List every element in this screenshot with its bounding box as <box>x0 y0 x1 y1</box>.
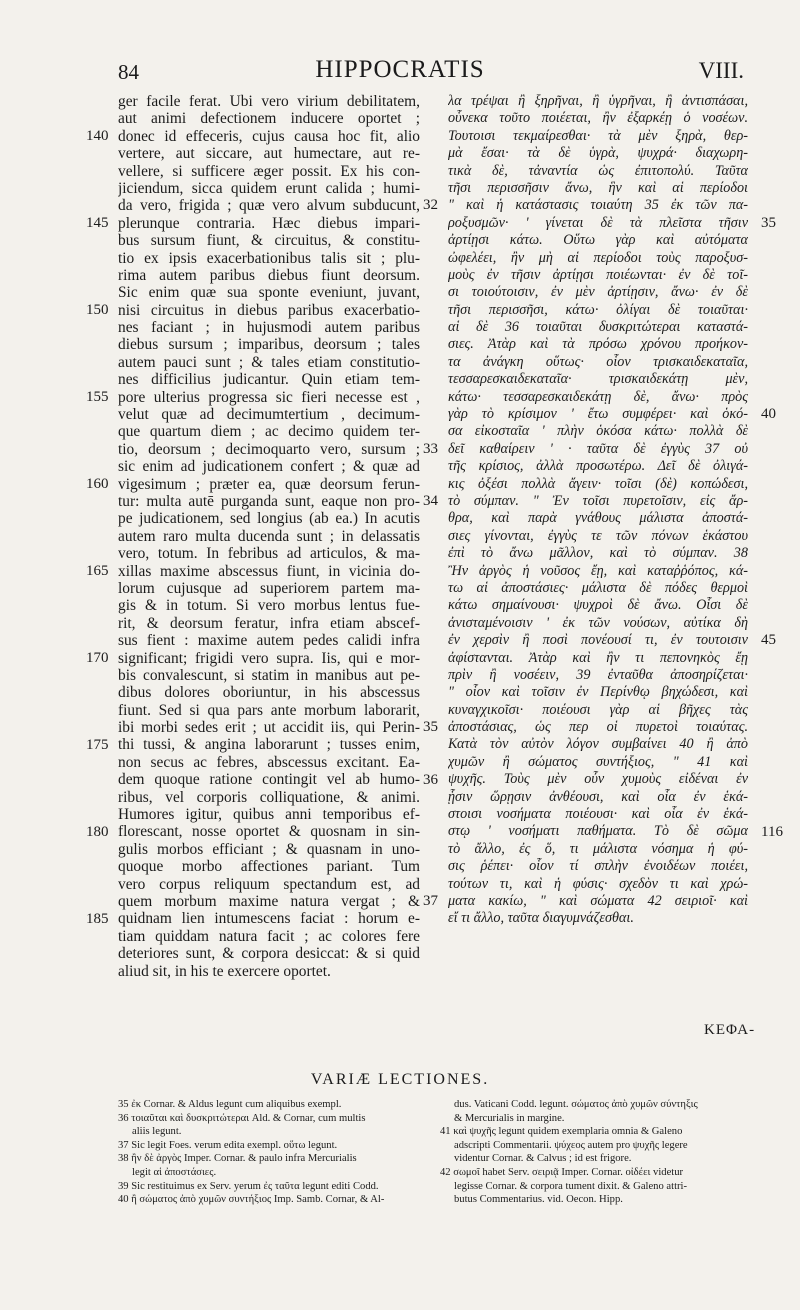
latin-text-line: quidnam lien intumescens faciat : horum e- <box>118 910 420 928</box>
latin-text-line: pore ulterius progressa sic fieri necesse est , <box>118 388 420 406</box>
line-number: 165 <box>86 562 109 579</box>
greek-line-number: 35 <box>761 214 776 231</box>
line-number: 175 <box>86 736 109 753</box>
variant-reading-line: 35 ἐκ Cornar. & Aldus legunt cum aliquibus exempl. <box>118 1099 342 1110</box>
greek-line-number: 35 <box>423 719 438 736</box>
latin-text-line: vellere, si sufficere æger possit. Ex his con- <box>118 162 420 180</box>
latin-text-line: nes difficilius judicantur. Quin etiam tem- <box>118 371 420 389</box>
latin-text-line: pe judicationem, sed longius (ab ea.) In acutis <box>118 510 420 528</box>
greek-text-line: τὸ σύμπαν. " Ἐν τοῖσι πυρετοῖσιν, εἰς ἄρ- <box>448 492 748 509</box>
greek-text-line: λα τρέψαι ἢ ξηρῆναι, ἢ ὑγρῆναι, ἢ ἀντισπάσαι, <box>448 93 748 109</box>
greek-text-line: " καὶ ἡ κατάστασις τοιαύτη 35 ἐκ τῶν πα- <box>448 197 748 214</box>
greek-text-line: πρὶν ἢ νοσέειν, 39 ἐνταῦθα ἀποσηρίζεται· <box>448 666 748 683</box>
greek-line-number: 116 <box>761 823 783 840</box>
greek-text-line: τικὰ δὲ, τἀναντία ὡς ἐπιτοπολύ. Ταῦτα <box>448 162 748 179</box>
greek-text-line: τούτων τι, καὶ ἡ φύσις· σχεδὸν τι καὶ χρώ- <box>448 875 748 892</box>
greek-text-line: Κατὰ τὸν αὐτὸν λόγον συμβαίνει 40 ἢ ἀπὸ <box>448 736 748 753</box>
latin-text-line: vertere, aut siccare, aut humectare, aut re- <box>118 145 420 163</box>
latin-text-line: significant; frigidi vero supra. Iis, qui e mor- <box>118 649 420 667</box>
variae-notes-left <box>118 1098 428 1207</box>
greek-line-number: 34 <box>423 493 438 510</box>
latin-text-line: jiciendum, sicca quidem erunt calida ; humi- <box>118 179 420 197</box>
latin-text-line: fiunt. Sed si qua pars ante morbum laborarit, <box>118 701 420 719</box>
latin-text-line: sus fient : maxime autem pedes calidi infra <box>118 632 420 650</box>
section-number: VIII. <box>698 58 744 83</box>
latin-text-line: ibi morbi sedes erit ; ut accidit iis, qui Perin- <box>118 719 420 737</box>
latin-text-line: autem raro multa ducenda sunt ; in delassatis <box>118 527 420 545</box>
greek-text-line: οὗνεκα τοῦτο ποιέεται, ἢν ἐξαρκέῃ ὁ νοσέων. <box>448 110 748 127</box>
greek-text-line: σι τοιούτοισιν, ἐν μὲν ἀρτίῃσιν, ἄνω· ἐν δὲ <box>448 284 748 301</box>
greek-text-line: ψυχῆς. Τοὺς μὲν οὖν χυμοὺς εἰδέναι ἐν <box>448 771 748 788</box>
greek-text-line: σις ῥέπει· οἷον τί σπλὴν ἐνοιδέων ποιέει, <box>448 858 748 875</box>
greek-text-line: ὠφελέει, ἢν μὴ αἱ περίοδοι τοὺς παροξυσ- <box>448 249 748 266</box>
latin-text-line: non secus ac febres, abscessus excitant. Ea- <box>118 753 420 771</box>
line-number: 145 <box>86 214 109 231</box>
variant-reading-line: legit αἱ ἀποστάσιες. <box>132 1166 217 1178</box>
greek-text-line: σιες γίνονται, ἐγγὺς τε τῶν πόνων ἑκάστου <box>448 527 748 544</box>
greek-text-line: κάτω σημαίνουσι· ψυχροὶ δὲ ἄνω. Οἷσι δὲ <box>448 597 748 614</box>
latin-text-line: aut animi defectionem inducere oportet ; <box>118 110 420 128</box>
latin-column <box>118 93 420 980</box>
greek-text-line: τα ἀνάγκη οὕτως· οἷον τρισκαιδεκαταῖα, <box>448 353 748 370</box>
variae-lectiones-heading: VARIÆ LECTIONES. <box>310 1071 490 1088</box>
greek-text-line: στοισι νοσήματα ποιέουσι· καὶ οἷα ἐν ἑκά- <box>448 806 748 823</box>
running-title: HIPPOCRATIS <box>315 56 485 83</box>
greek-text-line: στῳ ' νοσήματι παθήματα. Τὸ δὲ σῶμα <box>448 823 748 840</box>
latin-text-line: xillas maxime abscessus fiunt, in vicinia do- <box>118 562 420 580</box>
latin-text-line: deteriores sunt, & corpora desiccat: & si quid <box>118 945 420 963</box>
greek-text-line: ματα κακίω, " καὶ σώματα 42 σειριοῖ· καὶ <box>448 892 748 909</box>
variant-reading-line: 41 καὶ ψυχῆς legunt quidem exemplaria omnia & Galeno <box>440 1126 683 1138</box>
latin-text-line: que quartum diem ; ac decimo quidem ter- <box>118 423 420 441</box>
latin-text-line: nisi circuitus in diebus paribus exacerbatio- <box>118 301 420 319</box>
latin-text-line: gis & in totum. Si vero morbus lentus fue- <box>118 597 420 615</box>
greek-text-line: τῆσι περισσῆσι, κάτω· ὀλίγαι δὲ τοιαῦται· <box>448 301 748 318</box>
greek-text-line: ἀνισταμένοισιν ' ἐκ τῶν νούσων, αὐτίκα δὴ <box>448 614 748 631</box>
greek-text-line: " οἷον καὶ τοῖσιν ἐν Περίνθῳ βηχώδεσι, καὶ <box>448 684 748 701</box>
greek-text-line: Ἢν ἀργὸς ἡ νοῦσος ἔῃ, καὶ καταῤῥόπος, κά- <box>448 562 748 579</box>
variant-reading-line: & Mercurialis in margine. <box>454 1112 565 1124</box>
latin-text-line: gulis morbos efficiant ; & quasnam in uno- <box>118 840 420 858</box>
greek-text-line: τεσσαρεσκαιδεκαταῖα· τρισκαιδεκάτῃ μὲν, <box>448 371 748 388</box>
variant-reading-line: legisse Cornar. & corpora tument dixit. & Galeno attri- <box>454 1180 688 1192</box>
greek-text-line: αἱ δὲ 36 τοιαῦται δυσκριτώτεραι καταστά- <box>448 319 748 336</box>
latin-text-line: dem quoque ratione contingit vel ab humo- <box>118 771 420 789</box>
latin-text-line: Sic enim quæ sua sponte eveniunt, juvant, <box>118 284 420 302</box>
latin-text-line: vero, totum. In febribus ad articulos, & ma- <box>118 545 420 563</box>
latin-text-line: bus sursum fiunt, & circuitus, & constitu- <box>118 232 420 250</box>
variant-reading-line: butus Commentarius. vid. Oecon. Hipp. <box>454 1194 623 1206</box>
line-number: 150 <box>86 301 109 318</box>
greek-text-line: τῆσι περισσῆσιν ἄνω, ἣν καὶ αἱ περίοδοι <box>448 179 748 196</box>
page-number: 84 <box>118 60 139 84</box>
latin-text-line: Humores igitur, quibus anni temporibus ef- <box>118 806 420 824</box>
greek-text-line: κυναγχικοῖσι· ποιέουσι γὰρ αἱ βῆχες τὰς <box>448 701 748 718</box>
greek-text-line: τὸ ἄλλο, ἐς ὅ, τι μάλιστα νόσημα ἡ φύ- <box>448 840 748 857</box>
greek-text-line: μὰ ἔσαι· τὰ δὲ ὑγρὰ, ψυχρά· διαχωρη- <box>448 145 748 162</box>
greek-text-line: ἐν χερσὶν ἢ ποσὶ πονέουσί τι, ἐν τουτοισιν <box>448 632 748 649</box>
latin-text-line: sic enim ad judicationem confert ; & quæ ad <box>118 458 420 476</box>
greek-text-line: ἀρτίῃσι κάτω. Οὕτω γὰρ καὶ αὐτόματα <box>448 232 748 249</box>
latin-text-line: dibus dolores oboriuntur, in his abscessus <box>118 684 420 702</box>
greek-line-number: 40 <box>761 406 776 423</box>
latin-text-line: quoque morbo affectiones pariant. Tum <box>118 858 420 876</box>
greek-text-line: ροξυσμῶν· ' γίνεται δὲ τὰ πλεῖστα τῆσιν <box>448 214 748 231</box>
latin-text-line: rima autem paribus diebus fiunt deorsum. <box>118 266 420 284</box>
line-number: 140 <box>86 127 109 144</box>
variant-reading-line: dus. Vaticani Codd. legunt. σώματος ἀπὸ χυμῶν σύντηξις <box>454 1099 698 1110</box>
latin-text-line: da vero, frigida ; quæ vero alvum subducunt, <box>118 197 420 215</box>
variant-reading-line: aliis legunt. <box>132 1126 182 1138</box>
latin-text-line: plerunque contraria. Hæc diebus impari- <box>118 214 420 232</box>
greek-line-number: 36 <box>423 771 438 788</box>
greek-text-line: ἐπὶ τὸ ἄνω μᾶλλον, καὶ τὸ σύμπαν. 38 <box>448 545 748 562</box>
greek-text-line: ᾗσιν ὥρῃσιν ἀνθέουσι, καὶ οἷα ἐν ἑκά- <box>448 788 748 805</box>
variant-reading-line: 40 ἢ σώματος ἀπὸ χυμῶν συντήξιος Imp. Samb. Cornar, & Al- <box>118 1194 385 1206</box>
line-number: 180 <box>86 823 109 840</box>
greek-text-line: τῆς κρίσιος, ἀλλὰ προσωτέρω. Δεῖ δὲ ὀλιγά- <box>448 458 748 475</box>
latin-text-line: donec id effeceris, cujus causa hoc fit, alio <box>118 127 420 145</box>
latin-text-line: thi tussi, & angina laborarunt ; tusses enim, <box>118 736 420 754</box>
latin-text-line: florescant, nosse oportet & quosnam in sin- <box>118 823 420 841</box>
greek-line-number: 37 <box>423 893 438 910</box>
greek-line-number: 45 <box>761 632 776 649</box>
greek-text-line: γὰρ τὸ κρίσιμον ' ἔτω συμφέρει· καὶ ὁκό- <box>448 406 748 423</box>
line-number: 185 <box>86 910 109 927</box>
latin-text-line: aliud sit, in his te exercere oportet. <box>118 962 331 980</box>
greek-text-line: εἴ τι ἄλλο, ταῦτα διαγυμνάζεσθαι. <box>448 910 634 927</box>
variant-reading-line: videntur Cornar. & Calvus ; id est frigore. <box>454 1153 632 1165</box>
variae-notes-right <box>440 1098 755 1207</box>
latin-text-line: vigesimum ; præter ea, quæ deorsum ferun- <box>118 475 420 493</box>
greek-text-line: τω αἱ ἀποστάσιες· μάλιστα δὲ πόδες θερμοὶ <box>448 579 748 596</box>
latin-text-line: tio, deorsum ; decimoquarto vero, sursum ; <box>118 440 420 458</box>
variant-reading-line: 38 ἢν δὲ ἀργὸς Imper. Cornar. & paulo infra Mercurialis <box>118 1153 357 1165</box>
variant-reading-line: 37 Sic legit Foes. verum edita exempl. οὕτω legunt. <box>118 1139 338 1151</box>
greek-text-line: κάτω· τεσσαρεσκαιδεκάτῃ δὲ, ἄνω· πρὸς <box>448 388 748 405</box>
variant-reading-line: 36 τοιαῦται καὶ δυσκριτώτεραι Ald. & Cornar, cum multis <box>118 1112 366 1124</box>
latin-text-line: vero corpus reliquum spectandum est, ad <box>118 875 420 893</box>
latin-text-line: velut quæ ad decimumtertium , decimum- <box>118 406 420 424</box>
latin-text-line: rit, & deorsum feratur, infra etiam abscef- <box>118 614 420 632</box>
latin-text-line: ger facile ferat. Ubi vero virium debilitatem, <box>118 93 420 110</box>
greek-line-number: 32 <box>423 197 438 214</box>
variant-reading-line: 39 Sic restituimus ex Serv. yerum ἐς ταῦτα legunt editi Codd. <box>118 1180 379 1192</box>
greek-text-line: σα εἰκοσταῖα ' πλὴν ὁκόσα κάτω· πολλὰ δὲ <box>448 423 748 440</box>
greek-text-line: χυμῶν ἢ σώματος συντήξιος, " 41 καὶ <box>448 753 748 770</box>
latin-text-line: ribus, vel corporis colliquatione, & animi. <box>118 788 420 806</box>
greek-text-line: σιες. Ἀτὰρ καὶ τὰ πρόσω χρόνου προήκον- <box>448 336 748 353</box>
page-header <box>0 56 800 86</box>
latin-text-line: quem morbum maxime natura vergat ; & <box>118 892 420 910</box>
latin-text-line: diebus sursum ; imparibus, deorsum ; tales <box>118 336 420 354</box>
latin-text-line: lorum cujusque ad superiorem partem ma- <box>118 579 420 597</box>
catchword: ΚΕΦΑ- <box>704 1022 756 1038</box>
greek-text-line: ἀφίστανται. Ἀτὰρ καὶ ἢν τι πεπονηκὸς ἔῃ <box>448 649 748 666</box>
greek-text-line: ἀποστάσιας, ὡς περ οἱ πυρετοὶ τοιαύτας. <box>448 719 748 736</box>
line-number: 155 <box>86 388 109 405</box>
line-number: 160 <box>86 475 109 492</box>
greek-text-line: κις ὀξέσι πολλὰ ἄγειν· τοῖσι (δὲ) κοπώδεσι, <box>448 475 748 492</box>
variant-reading-line: 42 σωμοῖ habet Serv. σειριᾷ Imper. Cornar. οἰδέει videtur <box>440 1166 684 1178</box>
greek-column <box>448 93 748 928</box>
latin-text-line: nes faciant ; in hujusmodi autem paribus <box>118 319 420 337</box>
variant-reading-line: adscripti Commentarii. ψύχεος autem pro ψυχῆς legere <box>454 1139 688 1151</box>
latin-text-line: tur: multa autē purganda sunt, eaque non pro- <box>118 492 420 510</box>
latin-text-line: tio ex ipsis exacerbationibus talis sit ; plu- <box>118 249 420 267</box>
greek-text-line: Τουτοισι τεκμαίρεσθαι· τὰ μὲν ξηρὰ, θερ- <box>448 127 748 144</box>
greek-text-line: θρα, καὶ παρὰ γνάθους μάλιστα ἀποστά- <box>448 510 748 527</box>
greek-text-line: δεῖ καθαίρειν ' · ταῦτα δὲ ἐγγὺς 37 οὐ <box>448 440 748 457</box>
latin-text-line: autem pauci sunt ; & tales etiam constitutio- <box>118 353 420 371</box>
line-number: 170 <box>86 649 109 666</box>
latin-text-line: tiam quiddam natura facit ; ac colores fere <box>118 927 420 945</box>
latin-text-line: bis convalescunt, si statim in manibus aut pe- <box>118 666 420 684</box>
greek-text-line: μοὺς ἐν τῆσιν ἀρτίῃσι ποιέωνται· ἐν δὲ τοῖ- <box>448 266 748 283</box>
greek-line-number: 33 <box>423 441 438 457</box>
